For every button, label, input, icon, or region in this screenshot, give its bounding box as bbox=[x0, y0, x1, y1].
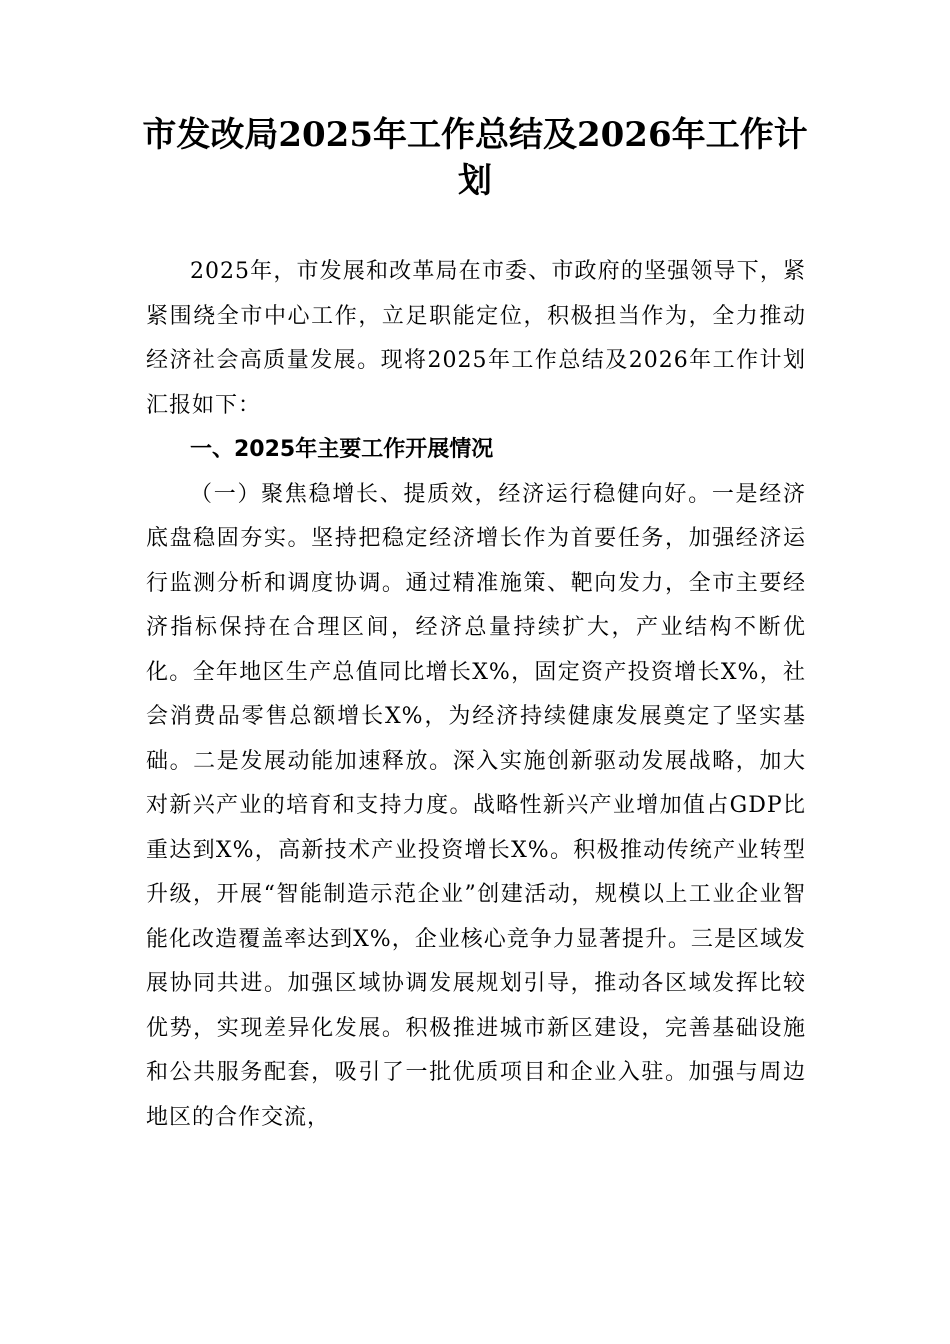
section-paragraph: （一）聚焦稳增长、提质效，经济运行稳健向好。一是经济底盘稳固夯实。坚持把稳定经济增长作为首要任务，加强经济运行监测分析和调度协调。通过精准施策、靶向发力，全市主要经济指标保持在合理区间，经济总量持续扩大，产业结构不断优化。全年地区生产总值同比增长X%，固定资产投资增长X%，社会消费品零售总额增长X%，为经济持续健康发展奠定了坚实基础。二是发展动能加速释放。深入实施创新驱动发展战略，加大对新兴产业的培育和支持力度。战略性新兴产业增加值占GDP比重达到X%，高新技术产业投资增长X%。积极推动传统产业转型升级，开展“智能制造示范企业”创建活动，规模以上工业企业智能化改造覆盖率达到X%，企业核心竞争力显著提升。三是区域发展协同共进。加强区域协调发展规划引导，推动各区域发挥比较优势，实现差异化发展。积极推进城市新区建设，完善基础设施和公共服务配套，吸引了一批优质项目和企业入驻。加强与周边地区的合作交流， bbox=[146, 481, 806, 1130]
document-title: 市发改局2025年工作总结及2026年工作计划 bbox=[142, 115, 808, 201]
section-heading: 一、2025年主要工作开展情况 bbox=[190, 437, 494, 462]
document-body bbox=[146, 250, 806, 1140]
intro-paragraph: 2025年，市发展和改革局在市委、市政府的坚强领导下，紧紧围绕全市中心工作，立足职能定位，积极担当作为，全力推动经济社会高质量发展。现将2025年工作总结及2026年工作计划汇报如下： bbox=[146, 259, 806, 418]
